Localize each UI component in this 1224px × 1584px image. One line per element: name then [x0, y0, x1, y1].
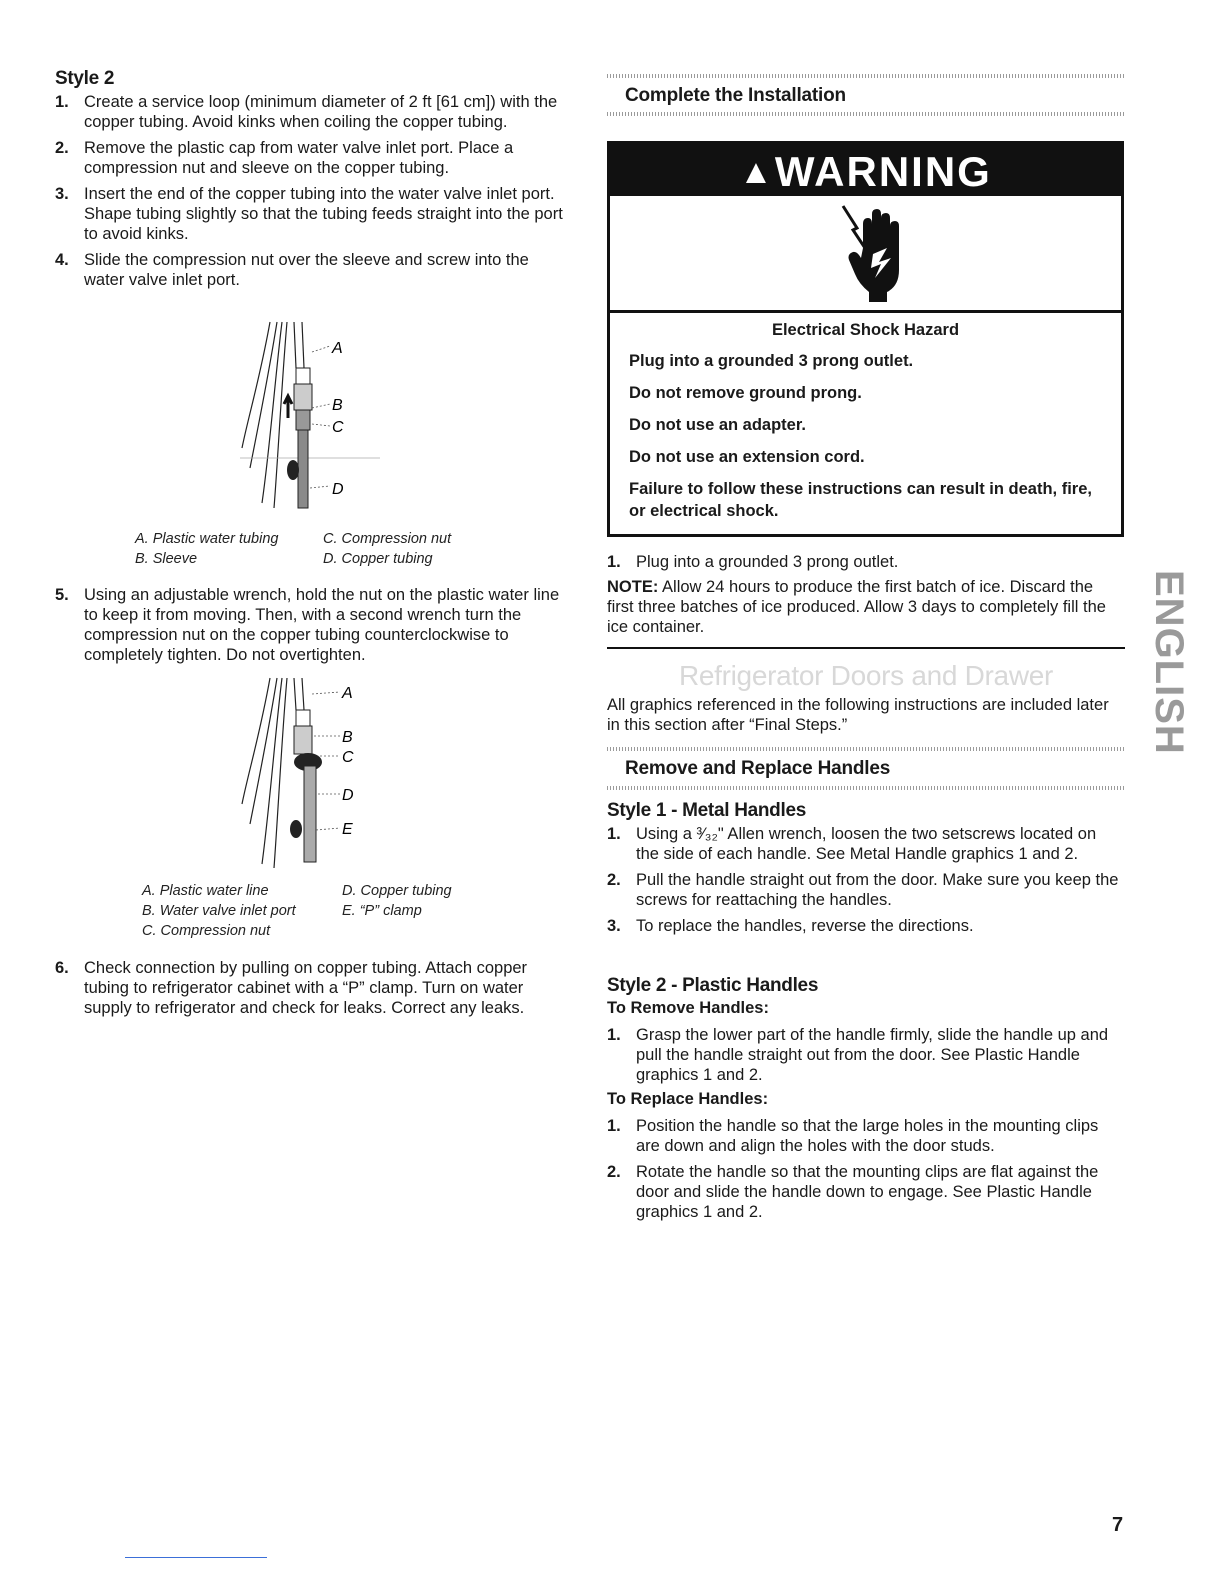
list-item: 4. Slide the compression nut over the sleeve and screw into the water valve inlet port.	[55, 251, 529, 289]
label-d: D	[342, 787, 354, 804]
list-item: 1. Using a ³⁄₃₂" Allen wrench, loosen the two setscrews located on the side of each handle. See Metal Handle graphics 1 and 2.	[607, 825, 1097, 863]
caption-d: D. Copper tubing	[342, 883, 452, 899]
label-c: C	[342, 749, 354, 766]
remove-steps	[607, 1025, 1122, 1091]
warning-line: Do not use an extension cord.	[629, 448, 865, 466]
page-number: 7	[1112, 1514, 1124, 1536]
divider	[607, 786, 1125, 790]
list-item: 2. Remove the plastic cap from water valve inlet port. Place a compression nut and sleeve on the copper tubing.	[55, 139, 514, 177]
label-e: E	[342, 821, 353, 838]
label-d: D	[332, 481, 344, 498]
divider	[607, 747, 1125, 751]
list-item: 1. Create a service loop (minimum diameter of 2 ft [61 cm]) with the copper tubing. Avoid kinks when coiling the copper tubing.	[55, 93, 558, 131]
warning-line: Do not use an adapter.	[629, 416, 806, 434]
warning-line: Plug into a grounded 3 prong outlet.	[629, 352, 914, 370]
list-item: 1. Position the handle so that the large holes in the mounting clips are down and align the holes with the door studs.	[607, 1117, 1099, 1155]
divider	[607, 647, 1125, 649]
warning-header: ▲WARNING	[610, 144, 1121, 196]
link-underline	[125, 1557, 267, 1558]
tubing-diagram-2	[230, 674, 390, 874]
list-item: 6. Check connection by pulling on copper tubing. Attach copper tubing to refrigerator cabinet with a “P” clamp. Turn on water supply to refrigerator and check for leaks. Correct any leaks.	[55, 959, 528, 1017]
handles-title: Remove and Replace Handles	[625, 758, 891, 779]
label-c: C	[332, 419, 344, 436]
warning-line: Do not remove ground prong.	[629, 384, 862, 402]
style1-steps	[607, 824, 1122, 942]
tubing-diagram-1	[230, 318, 390, 518]
caption-a: A. Plastic water tubing	[135, 531, 279, 547]
hazard-title: Electrical Shock Hazard	[771, 321, 960, 339]
doors-drawer-title: Refrigerator Doors and Drawer	[678, 660, 1054, 691]
caption-a: A. Plastic water line	[142, 883, 269, 899]
caption-b: B. Water valve inlet port	[142, 903, 296, 919]
shock-icon-area	[610, 196, 1121, 313]
label-a: A	[342, 685, 353, 702]
divider	[607, 112, 1125, 116]
caption-c: C. Compression nut	[323, 531, 452, 547]
list-item: 1. Plug into a grounded 3 prong outlet.	[607, 553, 899, 571]
note: NOTE: Allow 24 hours to produce the first batch of ice. Discard the first three batches of ice produced. Allow 3 days to completely fill the ice container.	[607, 578, 1106, 636]
divider	[607, 74, 1125, 78]
style2-title: Style 2	[55, 68, 115, 89]
list-item: 5. Using an adjustable wrench, hold the nut on the plastic water line to keep it from moving. Then, with a second wrench turn the compression nut on the copper tubing counterclockwise to completely tighten. Do not overtighten.	[55, 586, 560, 664]
label-b: B	[332, 397, 343, 414]
caption-d: D. Copper tubing	[323, 551, 433, 567]
complete-installation-title: Complete the Installation	[625, 85, 846, 106]
caption-c: C. Compression nut	[142, 923, 271, 939]
list-item: 2. Rotate the handle so that the mounting clips are flat against the door and slide the handle down to engage. See Plastic Handle graphics 1 and 2.	[607, 1163, 1099, 1221]
style2-handles-title: Style 2 - Plastic Handles	[607, 975, 819, 996]
list-item: 1. Grasp the lower part of the handle firmly, slide the handle up and pull the handle straight out from the door. See Plastic Handle graphics 1 and 2.	[607, 1026, 1109, 1084]
step-5	[55, 585, 570, 671]
caption-e: E. “P” clamp	[342, 903, 422, 919]
complete-steps	[607, 552, 1122, 578]
list-item: 3. To replace the handles, reverse the directions.	[607, 917, 974, 935]
label-b: B	[342, 729, 353, 746]
language-side-tab: ENGLISH	[1147, 570, 1191, 755]
style2-steps	[55, 92, 570, 296]
label-a: A	[332, 340, 343, 357]
step-6	[55, 958, 570, 1024]
warning-line: Failure to follow these instructions can result in death, fire, or electrical shock.	[629, 480, 1092, 520]
electric-shock-hand-icon	[839, 204, 903, 304]
style1-title: Style 1 - Metal Handles	[607, 800, 807, 821]
list-item: 2. Pull the handle straight out from the door. Make sure you keep the screws for reattaching the handles.	[607, 871, 1119, 909]
replace-handles-title: To Replace Handles:	[607, 1090, 769, 1108]
doors-intro: All graphics referenced in the following instructions are included later in this section after “Final Steps.”	[607, 696, 1109, 734]
list-item: 3. Insert the end of the copper tubing into the water valve inlet port. Shape tubing slightly so that the tubing feeds straight into the port to avoid kinks.	[55, 185, 563, 243]
replace-steps	[607, 1116, 1122, 1228]
remove-handles-title: To Remove Handles:	[607, 999, 769, 1017]
warning-triangle-icon: ▲	[739, 153, 775, 191]
warning-box	[607, 141, 1124, 537]
caption-b: B. Sleeve	[135, 551, 198, 567]
